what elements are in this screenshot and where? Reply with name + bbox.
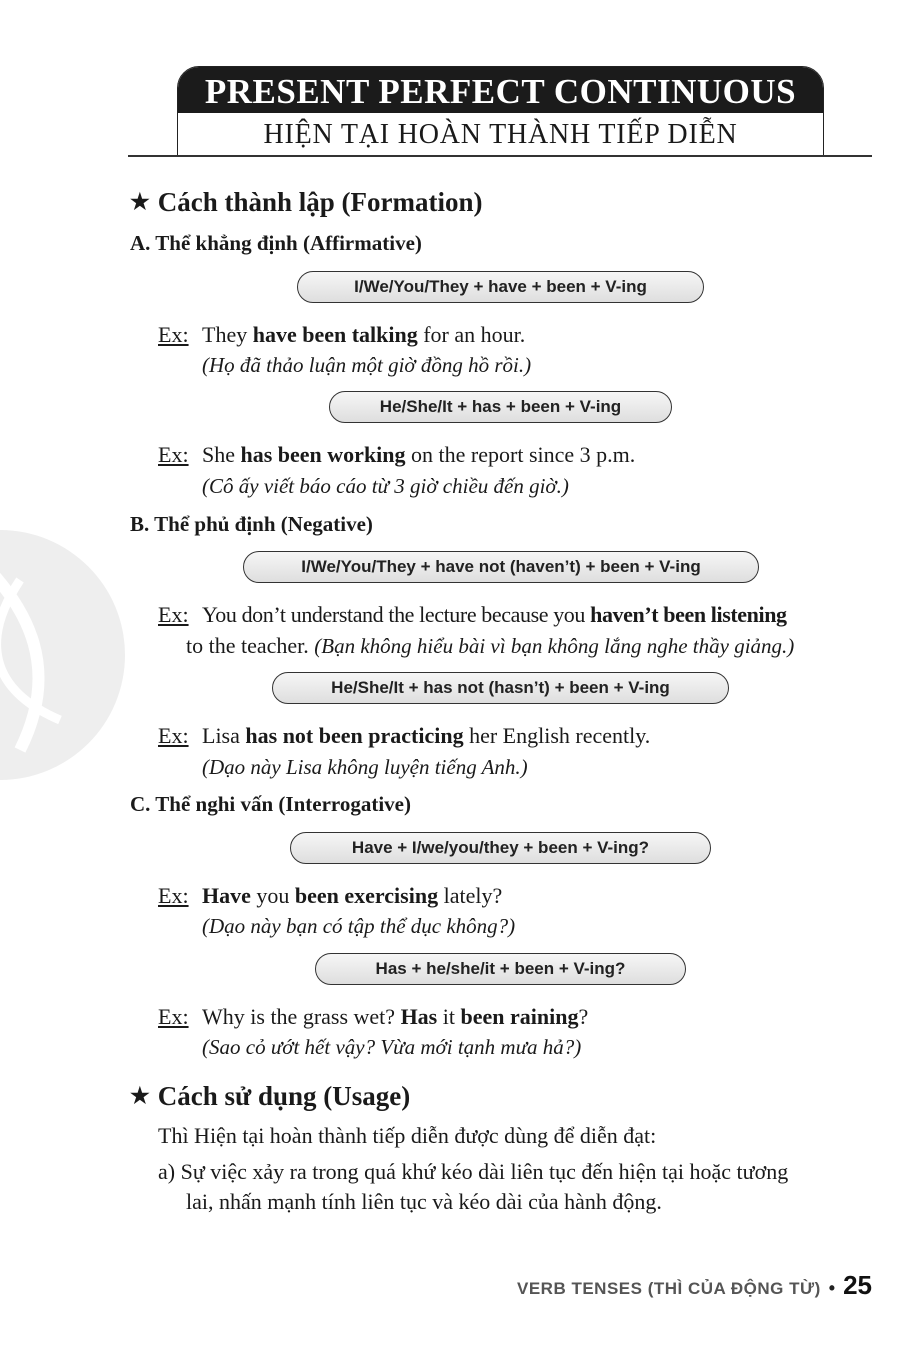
example-sentence: You don’t understand the lecture because you haven’t been listening bbox=[202, 602, 787, 627]
example-sentence: They have been talking for an hour. bbox=[202, 322, 526, 347]
example-sentence-continued: to the teacher. (Bạn không hiểu bài vì bạn không lắng nghe thầy giảng.) bbox=[186, 633, 795, 658]
example-translation: (Cô ấy viết báo cáo từ 3 giờ chiều đến giờ.) bbox=[202, 474, 569, 498]
formula-interrogative-singular: Has + he/she/it + been + V-ing? bbox=[315, 953, 686, 985]
watermark-logo bbox=[0, 520, 130, 790]
footer-label: VERB TENSES (THÌ CỦA ĐỘNG TỪ) bbox=[517, 1279, 821, 1298]
example-sentence: Have you been exercising lately? bbox=[202, 883, 503, 908]
example-translation: (Sao cỏ ướt hết vậy? Vừa mới tạnh mưa hả?) bbox=[202, 1035, 582, 1059]
footer-bullet: • bbox=[828, 1278, 836, 1298]
formula-affirmative-plural: I/We/You/They + have + been + V-ing bbox=[297, 271, 704, 303]
example-label: Ex: bbox=[158, 442, 189, 467]
usage-heading: ★ Cách sử dụng (Usage) bbox=[130, 1081, 411, 1111]
example-translation: (Dạo này bạn có tập thể dục không?) bbox=[202, 914, 516, 938]
negative-heading: B. Thể phủ định (Negative) bbox=[130, 512, 373, 536]
page-footer bbox=[517, 1270, 872, 1301]
example-sentence: She has been working on the report since 3 p.m. bbox=[202, 442, 636, 467]
example-label: Ex: bbox=[158, 1004, 189, 1029]
example-sentence: Why is the grass wet? Has it been raining? bbox=[202, 1004, 589, 1029]
example-label: Ex: bbox=[158, 723, 189, 748]
star-icon: ★ bbox=[130, 1083, 150, 1108]
example-translation: (Họ đã thảo luận một giờ đồng hồ rồi.) bbox=[202, 353, 532, 377]
example-label: Ex: bbox=[158, 322, 189, 347]
page-title: PRESENT PERFECT CONTINUOUS bbox=[178, 67, 823, 113]
star-icon: ★ bbox=[130, 189, 150, 214]
page-number: 25 bbox=[843, 1270, 872, 1300]
usage-intro: Thì Hiện tại hoàn thành tiếp diễn được dùng để diễn đạt: bbox=[158, 1123, 657, 1148]
example-label: Ex: bbox=[158, 883, 189, 908]
formation-heading: ★ Cách thành lập (Formation) bbox=[130, 187, 483, 217]
page-subtitle: HIỆN TẠI HOÀN THÀNH TIẾP DIỄN bbox=[263, 119, 738, 150]
title-banner bbox=[177, 66, 824, 156]
usage-item-a: a) Sự việc xảy ra trong quá khứ kéo dài liên tục đến hiện tại hoặc tương bbox=[158, 1159, 789, 1184]
affirmative-heading: A. Thể khẳng định (Affirmative) bbox=[130, 231, 422, 255]
interrogative-heading: C. Thể nghi vấn (Interrogative) bbox=[130, 792, 411, 816]
formula-negative-singular: He/She/It + has not (hasn’t) + been + V-ing bbox=[272, 672, 729, 704]
formula-interrogative-plural: Have + I/we/you/they + been + V-ing? bbox=[290, 832, 711, 864]
formula-affirmative-singular: He/She/It + has + been + V-ing bbox=[329, 391, 672, 423]
title-divider bbox=[128, 155, 872, 157]
example-sentence: Lisa has not been practicing her English recently. bbox=[202, 723, 651, 748]
example-translation: (Dạo này Lisa không luyện tiếng Anh.) bbox=[202, 755, 528, 779]
formula-negative-plural: I/We/You/They + have not (haven’t) + been + V-ing bbox=[243, 551, 759, 583]
example-label: Ex: bbox=[158, 602, 189, 627]
usage-item-a-continued: lai, nhấn mạnh tính liên tục và kéo dài của hành động. bbox=[186, 1189, 662, 1214]
